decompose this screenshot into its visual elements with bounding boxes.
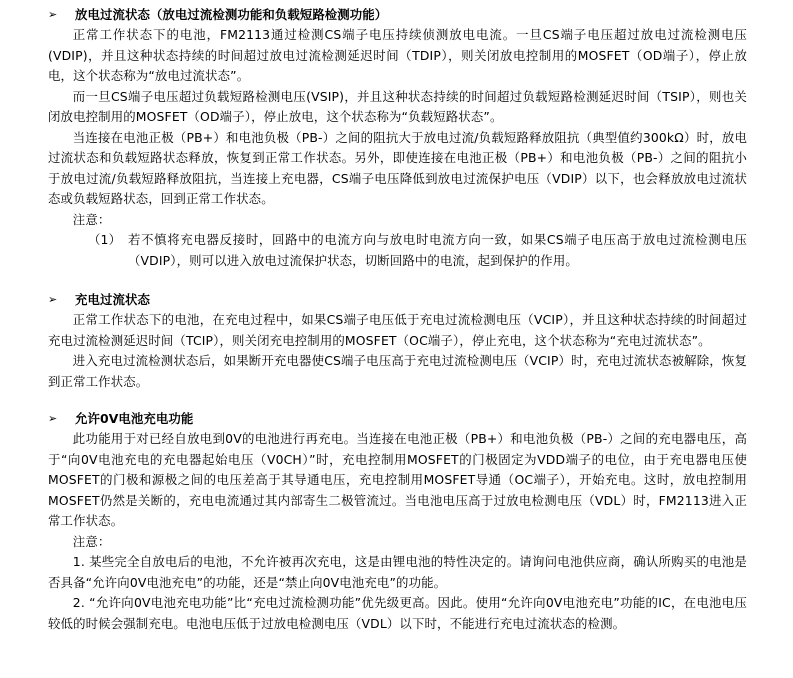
section-heading (48, 5, 747, 25)
spacer (48, 271, 747, 290)
arrow-bullet-icon: ➢ (48, 293, 58, 306)
note-label: 注意： (72, 211, 111, 227)
paragraph: 当连接在电池正极（PB+）和电池负极（PB-）之间的阻抗大于放电过流/负载短路释放阻抗（典型值约300kΩ）时，放电过流状态和负载短路状态释放，恢复到正常工作状态。另外，即使连接在电池正极（PB+）和电池负极（PB-）之间的阻抗小于放电过流/负载短路释放阻抗，当连接上充电器，CS端子电压降低到放电过流保护电压（VDIP）以下，也会释放放电过流状态或负载短路状态，回到正常工作状态。 (48, 129, 747, 206)
section-zero-volt-charge (48, 409, 747, 634)
section-charge-overcurrent (48, 290, 747, 392)
paragraph: 正常工作状态下的电池，FM2113通过检测CS端子电压持续侦测放电电流。一旦CS端子电压超过放电过流检测电压(VDIP)，并且这种状态持续的时间超过放电过流检测延迟时间（TDIP），则关闭放电控制用的MOSFET（OD端子），停止放电，这个状态称为“放电过流状态”。 (48, 27, 747, 83)
section-title: 充电过流状态 (75, 292, 150, 307)
paragraph: 进入充电过流检测状态后，如果断开充电器使CS端子电压高于充电过流检测电压（VCIP）时，充电过流状态被解除，恢复到正常工作状态。 (48, 353, 747, 389)
arrow-bullet-icon: ➢ (48, 412, 58, 425)
note-paragraph: 2. “允许向0V电池充电功能”比“充电过流检测功能”优先级更高。因此。使用“允许向0V电池充电”功能的IC，在电池电压较低的时候会强制充电。电池电压低于过放电检测电压（VDL）以下时，不能进行充电过流状态的检测。 (48, 595, 747, 631)
section-heading (48, 409, 747, 429)
paragraph: 此功能用于对已经自放电到0V的电池进行再充电。当连接在电池正极（PB+）和电池负极（PB-）之间的充电器电压，高于“向0V电池充电的充电器起始电压（V0CH）”时，充电控制用MOSFET的门极固定为VDD端子的电位，由于充电器电压使MOSFET的门极和源极之间的电压差高于其导通电压，充电控制用MOSFET导通（OC端子），开始充电。这时，放电控制用MOSFET仍然是关断的，充电电流通过其内部寄生二极管流过。当电池电压高于过放电检测电压（VDL）时，FM2113进入正常工作状态。 (48, 431, 747, 528)
section-title: 允许0V电池充电功能 (75, 411, 194, 426)
section-title: 放电过流状态（放电过流检测功能和负载短路检测功能） (75, 7, 388, 22)
section-heading (48, 290, 747, 310)
note-item (88, 230, 747, 271)
arrow-bullet-icon: ➢ (48, 8, 58, 21)
note-paragraph: 1. 某些完全自放电后的电池，不允许被再次充电，这是由锂电池的特性决定的。请询问电池供应商，确认所购买的电池是否具备“允许向0V电池充电”的功能，还是“禁止向0V电池充电”的功能。 (48, 554, 747, 590)
note-number: （1） (88, 232, 122, 247)
note-text: 若不慎将充电器反接时，回路中的电流方向与放电时电流方向一致，如果CS端子电压高于放电过流检测电压（VDIP），则可以进入放电过流保护状态，切断回路中的电流，起到保护的作用。 (128, 232, 747, 268)
spacer (48, 392, 747, 409)
note-label: 注意： (72, 533, 111, 549)
paragraph: 正常工作状态下的电池，在充电过程中，如果CS端子电压低于充电过流检测电压（VCIP），并且这种状态持续的时间超过充电过流检测延迟时间（TCIP），则关闭充电控制用的MOSFET（OC端子），停止充电，这个状态称为“充电过流状态”。 (48, 312, 747, 348)
section-discharge-overcurrent (48, 5, 747, 271)
paragraph: 而一旦CS端子电压超过负载短路检测电压(VSIP)，并且这种状态持续的时间超过负载短路检测延迟时间（TSIP），则也关闭放电控制用的MOSFET（OD端子），停止放电，这个状态称为“负载短路状态”。 (48, 88, 747, 124)
